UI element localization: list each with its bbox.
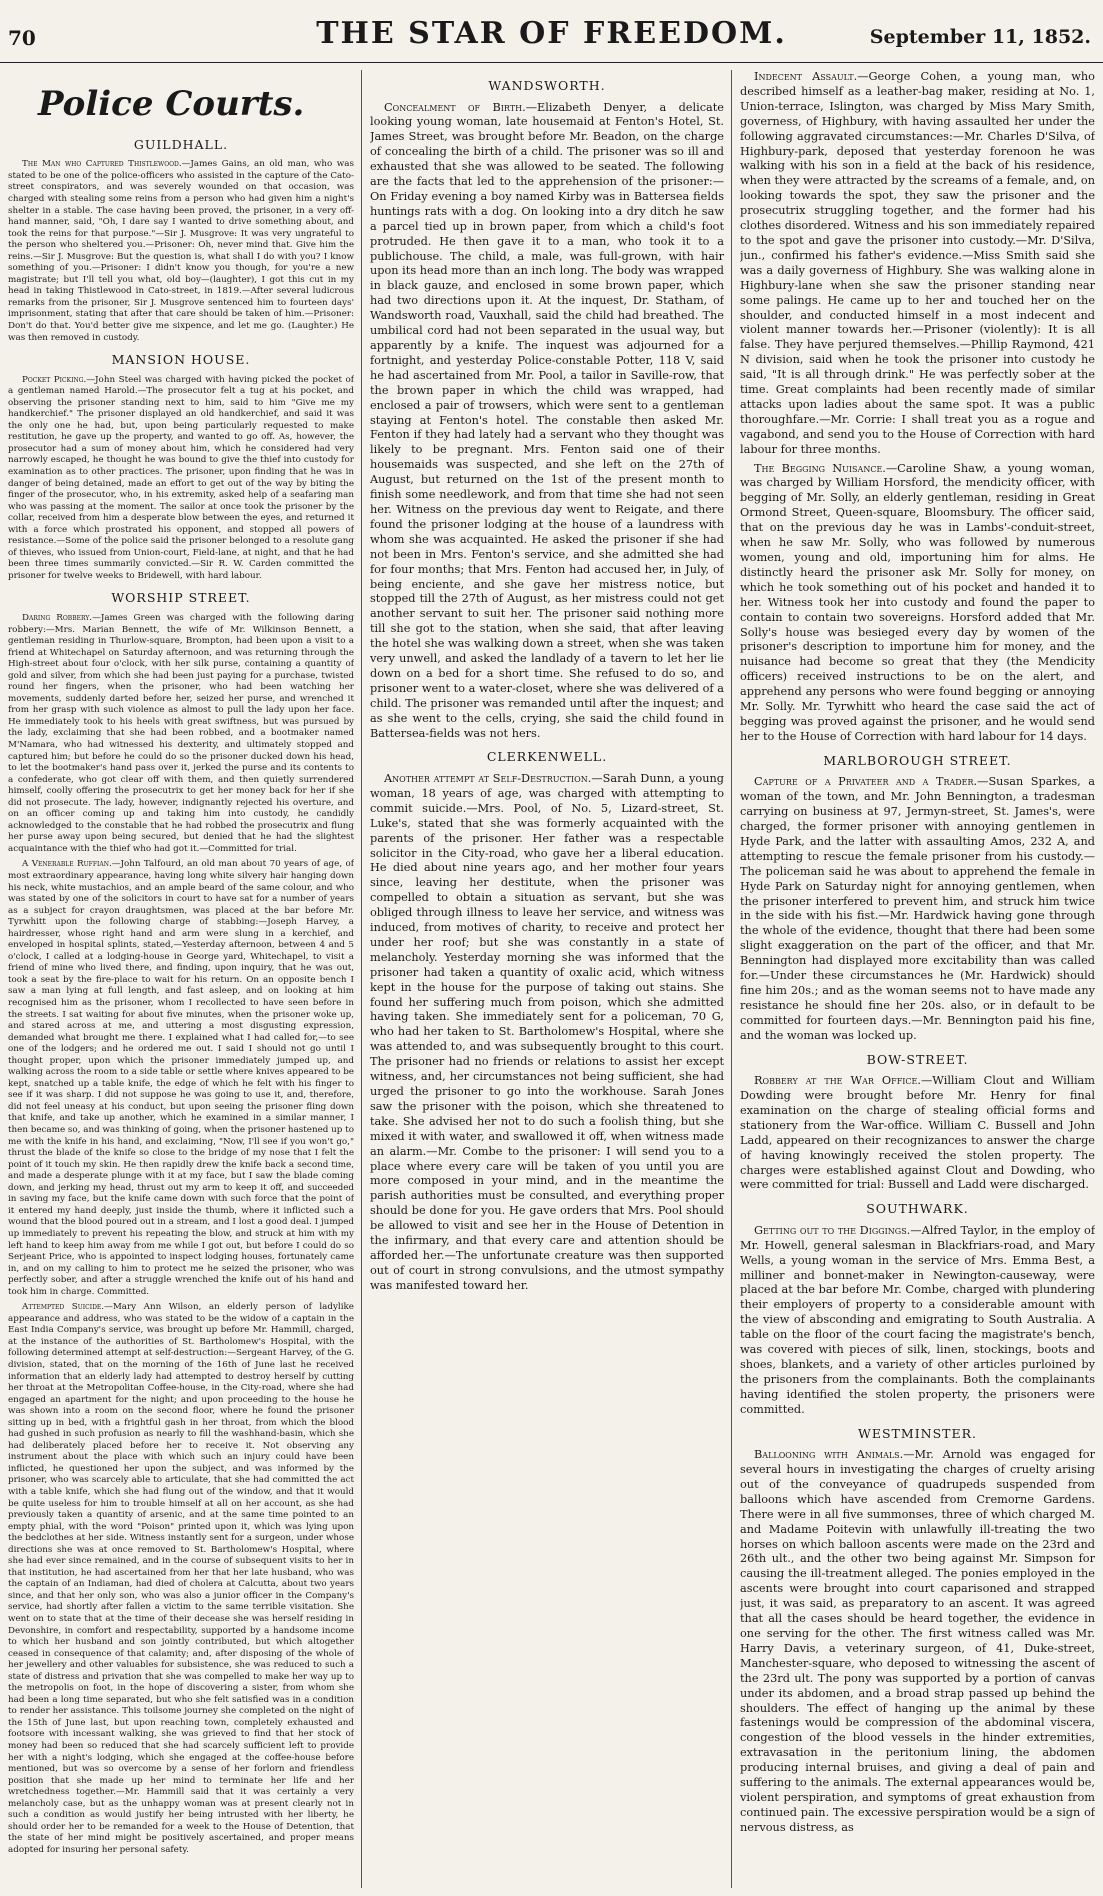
court-heading: CLERKENWELL. [486, 749, 608, 765]
court-heading: SOUTHWARK. [866, 1201, 969, 1217]
article-body: —William Clout and William Dowding were brought before Mr. Henry for final examination on the charge of stealing official forms and stationery from the War-office. William C. Bussell and John Ladd, appeared on their recognizances to answer the charge of having knowingly received the stolen property. The charges were established against Clout and Dowding, who were committed for trial: Bussell and Ladd were discharged. [740, 1074, 1095, 1192]
article-heading: Indecent Assault. [754, 70, 858, 83]
article-paragraph [8, 1302, 354, 1856]
article-body: —Mr. Arnold was engaged for several hours in investigating the charges of cruelty arising out of the conveyance of quadrupeds suspended from balloons which have ascended from Cremorne Gardens. There were in all five summonses, three of which charged M. and Madame Poitevin with unlawfully ill-treating the two horses on which balloon ascents were made on the 23rd and 26th ult., and the other two being against Mr. Simpson for causing the ill-treatment alleged. The ponies employed in the ascents were brought into court caparisoned and strapped just, it was said, as preparatory to an ascent. It was agreed that all the cases should be heard together, the evidence in one serving for the other. The first witness called was Mr. Harry Davis, a veterinary surgeon, of 41, Duke-street, Manchester-square, who deposed to witnessing the ascent of the 23rd ult. The pony was supported by a portion of canvas under its abdomen, and a broad strap passed up behind the shoulders. The effect of hanging up the animal by these fastenings would be compression of the abdominal viscera, congestion of the blood vessels in the hinder extremities, extravasation in the peritonium lining, the abdomen producing internal bruises, and giving a deal of pain and suffering to the animals. The external appearances would be, violent perspiration, and symptoms of great exhaustion from continued pain. The excessive perspiration would be a sign of nervous distress, as [740, 1448, 1095, 1834]
article-paragraph [8, 859, 354, 1298]
court-heading: WORSHIP STREET. [111, 590, 251, 606]
column-1 [8, 70, 354, 1888]
column-rule [731, 70, 732, 1888]
article-paragraph [370, 772, 724, 1294]
newspaper-title: THE STAR OF FREEDOM. [316, 16, 787, 51]
court-heading: MARLBOROUGH STREET. [823, 752, 1012, 768]
court-heading: BOW-STREET. [866, 1051, 969, 1067]
column-3 [740, 70, 1095, 1888]
article-body: —George Cohen, a young man, who described himself as a leather-bag maker, residing at No. 1, Union-terrace, Islington, was charged by Miss Mary Smith, governess, of Highbury, with having assaulted her under the following aggravated circumstances:—Mr. Charles D'Silva, of Highbury-park, deposed that yesterday forenoon he was walking with his son in a field at the back of his residence, when they were attracted by the screams of a female, and, on looking towards the spot, they saw the prisoner and the prosecutrix struggling together, and the former had his clothes disordered. Witness and his son immediately repaired to the spot and gave the prisoner into custody.—Mr. D'Silva, jun., confirmed his father's evidence.—Miss Smith said she was a daily governess of Highbury. She was walking alone in Highbury-lane when she saw the prisoner standing near some palings. He came up to her and touched her on the shoulder, and conducted himself in a most indecent and violent manner towards her.—Prisoner (violently): It is all false. They have perjured themselves.—Phillip Raymond, 421 N division, said when he took the prisoner into custody he said, "It is all through drink." He was perfectly sober at the time. Great complaints had been recently made of similar attacks upon ladies about the same spot. It was a public thoroughfare.—Mr. Corrie: I shall treat you as a rogue and vagabond, and send you to the House of Correction with hard labour for three months. [740, 70, 1095, 456]
article-heading: The Man who Captured Thistlewood. [22, 159, 182, 170]
article-heading: Another attempt at Self-Destruction. [384, 771, 592, 785]
article-body: —John Steel was charged with having picked the pocket of a gentleman named Harold.—The prosecutor felt a tug at his pocket, and observing the prisoner standing next to him, said to him "Give me my handkerchief." The prisoner displayed an old handkerchief, and said it was the only one he had, but, upon being particularly requested to make restitution, he gave up the property, and wanted to go off. As, however, the prosecutor had a sum of money about him, which he considered had very narrowly escaped, he thought he was bound to give the thief into custody for examination as to other practices. The prisoner, upon finding that he was in danger of being detained, made an effort to get out of the way by biting the finger of the prosecutor, who, in his extremity, asked help of a seafaring man who was passing at the moment. The sailor at once took the prisoner by the collar, received from him a desperate blow between the eyes, and returned it with a force which prostrated his opponent, and stopped all powers of resistance.—Some of the police said the prisoner belonged to a resolute gang of thieves, who issued from Union-court, Field-lane, at night, and that he had been three times summarily convicted.—Sir R. W. Carden committed the prisoner for twelve weeks to Bridewell, with hard labour. [8, 374, 354, 581]
court-heading: WESTMINSTER. [858, 1425, 977, 1441]
article-body: —James Gains, an old man, who was stated to be one of the police-officers who assisted in the capture of the Cato-street conspirators, and was severely wounded on that occasion, was charged with stealing some reins from a person who had given him a night's shelter in a stable. The case having been proved, the prisoner, in a very off-hand manner, said, "Oh, I dare say I wanted to drive something about, and took the reins for that purpose."—Sir J. Musgrove: It was very ungrateful to the person who sheltered you.—Prisoner: Oh, never mind that. Give him the reins.—Sir J. Musgrove: But the question is, what shall I do with you? I know something of you.—Prisoner: I didn't know you though, for you're a new magistrate; but I'll tell you what, old boy—(laughter), I got this cut in my head in taking Thistlewood in Cato-street, in 1819.—After several ludicrous remarks from the prisoner, Sir J. Musgrove sentenced him to fourteen days' imprisonment, stating that after that care should be taken of him.—Prisoner: Don't do that. You'd better give me sixpence, and let me go. (Laughter.) He was then removed in custody. [8, 159, 354, 343]
column-2 [370, 70, 724, 1888]
article-body: —Susan Sparkes, a woman of the town, and Mr. John Bennington, a tradesman carrying on business at 97, Jermyn-street, St. James's, were charged, the former prisoner with annoying gentlemen in Hyde Park, and the latter with assaulting Amos, 232 A, and attempting to rescue the female prisoner from his custody.—The policeman said he was about to apprehend the female in Hyde Park on Saturday night for annoying gentlemen, when the prisoner interfered to prevent him, and struck him twice in the side with his fist.—Mr. Hardwick having gone through the whole of the evidence, thought that there had been some slight exaggeration on the part of the officer, and that Mr. Bennington had displayed more excitability than was called for.—Under these circumstances he (Mr. Hardwick) should fine him 20s.; and as the woman seems not to have made any resistance he should fine her 20s. also, or in default to be committed for fourteen days.—Mr. Bennington paid his fine, and the woman was locked up. [740, 775, 1095, 1042]
article-heading: Capture of a Privateer and a Trader. [754, 775, 978, 789]
article-heading: Ballooning with Animals. [754, 1448, 904, 1462]
masthead [0, 0, 1103, 63]
article-heading: Robbery at the War Office. [754, 1074, 921, 1088]
article-body: —Elizabeth Denyer, a delicate looking young woman, late housemaid at Fenton's Hotel, St. James Street, was brought before Mr. Beadon, on the charge of concealing the birth of a child. The prisoner was so ill and exhausted that she was allowed to be seated. The following are the facts that led to the apprehension of the prisoner:—On Friday evening a boy named Kirby was in Battersea fields huntings rats with a dog. On looking into a dry ditch he saw a parcel tied up in brown paper, from which a child's foot protruded. He then gave it to a man, who took it to a publichouse. The child, a male, was full-grown, with hair upon its head more than an inch long. The body was wrapped in black gauze, and enclosed in some brown paper, which had two directions upon it. At the inquest, Dr. Statham, of Wandsworth road, Vauxhall, said the child had breathed. The umbilical cord had not been separated in the usual way, but apparently by a knife. The inquest was adjourned for a fortnight, and yesterday Police-constable Potter, 118 V, said he had ascertained from Mr. Pool, a tailor in Saville-row, that the brown paper in which the child was wrapped, had enclosed a pair of trowsers, which were sent to a gentleman staying at Fenton's hotel. The constable then asked Mr. Fenton if they had lately had a servant who they thought was likely to be pregnant. Mrs. Fenton said one of their housemaids was suspected, and she left on the 27th of August, but returned on the 1st of the present month to finish some needlework, and from that time she had not seen her. Witness on the previous day went to Reigate, and there found the prisoner lodging at the house of a laundress with whom she was acquainted. He asked the prisoner if she had not been in Mrs. Fenton's service, and she admitted she had for four months; that Mrs. Fenton had accused her, in July, of being enciente, and she gave her mistress notice, but stopped till the 27th of August, as her mistress could not get another servant to suit her. The prisoner said nothing more till she got to the station, when she said, that after leaving the hotel she was walking down a street, when she was taken very unwell, and asked the landlady of a tavern to let her lie down on a bed for a short time. She refused to do so, and prisoner went to a water-closet, where she was delivered of a child. The prisoner was remanded until after the inquest; and as she went to the cells, crying, she said the child found in Battersea-fields was not hers. [370, 100, 724, 740]
article-heading: Daring Robbery. [22, 612, 93, 623]
article-body: —Caroline Shaw, a young woman, was charged by William Horsford, the mendicity officer, with begging of Mr. Solly, an elderly gentleman, residing in Great Ormond Street, Queen-square, Bloomsbury. The officer said, that on the previous day he was in Lambs'-conduit-street, when he saw Mr. Solly, who was followed by numerous women, young and old, importuning him for alms. He distinctly heard the prisoner ask Mr. Solly for money, on which he took something out of his pocket and handed it to her. Witness took her into custody and found the paper to contain to contain two sovereigns. Horsford added that Mr. Solly's house was besieged every day by women of the prisoner's description to importune him for money, and the nuisance had become so great that they (the Mendicity officers) received instructions to be on the alert, and apprehend any persons who were found begging or annoying Mr. Solly. Mr. Tyrwhitt who heard the case said the act of begging was proved against the prisoner, and he would send her to the House of Correction with hard labour for 14 days. [740, 461, 1095, 743]
page-number: 70 [8, 26, 36, 50]
court-heading: MANSION HOUSE. [111, 352, 251, 368]
article-paragraph [8, 375, 354, 583]
article-body: —Mary Ann Wilson, an elderly person of ladylike appearance and address, who was stated to be the widow of a captain in the East India Company's service, was brought up before Mr. Hammill, charged, at the instance of the authorities of St. Bartholomew's Hospital, with the following determined attempt at self-destruction:—Sergeant Harvey, of the G. division, stated, that on the morning of the 16th of June last he received information that an elderly lady had attempted to destroy herself by cutting her throat at the Metropolitan Coffee-house, in the City-road, where she had engaged an apartment for the night; and upon proceeding to the house he was shown into a room on the second floor, where he found the prisoner sitting up in bed, with a frightful gash in her throat, from which the blood had gushed in such profusion as nearly to fill the washhand-basin, which she had deliberately placed before her to receive it. Not observing any instrument about the place with which such an injury could have been inflicted, he questioned her upon the subject, and was informed by the prisoner, who was scarcely able to articulate, that she had committed the act with a table knife, which she had flung out of the window, and that it would be quite useless for him to trouble himself at all on her account, as she had previously taken a quantity of arsenic, and at the same time pointed to an empty phial, with the word "Poison" printed upon it, which was lying upon the bedclothes at her side. Witness instantly sent for a surgeon, under whose directions she was at once removed to St. Bartholomew's Hospital, where she had ever since remained, and in the course of subsequent visits to her in that institution, he had ascertained from her that her late husband, who was the captain of an Indiaman, had died of cholera at Calcutta, about two years since, and that her only son, who was also a junior officer in the Company's service, had shortly after fallen a victim to the same terrible visitation. She went on to state that at the time of their decease she was herself residing in Devonshire, in comfort and respectability, supported by a handsome income to which her husband and son jointly contributed, but which altogether ceased in consequence of that calamity; and, after disposing of the whole of her jewellery and other valuables for subsistence, she was reduced to such a state of distress and privation that she was compelled to make her way up to the metropolis on foot, in the hope of discovering a sister, from whom she had been a long time separated, but who she felt satisfied was in a condition to render her assistance. This toilsome journey she completed on the night of the 15th of June last, but upon reaching town, completely exhausted and footsore with incessant walking, she was grieved to find that her stock of money had been so reduced that she had scarcely sufficient left to provide her with a night's lodging, which she engaged at the coffee-house before mentioned, but was so overcome by a sense of her forlorn and friendless position that she made up her mind to terminate her life and her wretchedness together.—Mr. Hammill said that it was certainly a very melancholy case, but as the unhappy woman was at present clearly not in such a condition as would justify her being intrusted with her liberty, he should order her to be remanded for a week to the House of Detention, that the state of her mind might be positively ascertained, and proper means adopted for insuring her personal safety. [8, 1302, 354, 1855]
article-heading: The Begging Nuisance. [754, 461, 886, 475]
court-heading: WANDSWORTH. [488, 78, 606, 93]
article-body: —James Green was charged with the following daring robbery:—Mrs. Marian Bennett, the wife of Mr. Wilkinson Bennett, a gentleman residing in Thurlow-square, Brompton, had been upon a visit to a friend at Whitechapel on Saturday afternoon, and was returning through the High-street about four o'clock, with her silk purse, containing a quantity of gold and silver, from which she had been just paying for a purchase, twisted round her fingers, when the prisoner, who had been watching her movements, suddenly darted before her, seized her purse, and wrenched it from her grasp with such violence as almost to pull the lady upon her face. He immediately took to his heels with great swiftness, but was pursued by the lady, exclaiming that she had been robbed, and a bootmaker named M'Namara, who had witnessed his dexterity, and ultimately stopped and captured him; but before he could do so the prisoner ducked down his head, to let the bootmaker's hand pass over it, jerked the purse and its contents to a confederate, who got clear off with them, and then quietly surrendered himself, coolly offering the prosecutrix to get her money back for her if she did not prosecute. The lady, however, indignantly rejected his overture, and on an officer coming up and taking him into custody, he candidly acknowledged to the constable that he had robbed the prosecutrix and flung her purse away upon being secured, but denied that he had the slightest acquaintance with the thief who had got it.—Committed for trial. [8, 612, 354, 854]
article-heading: A Venerable Ruffian. [22, 859, 112, 870]
article-paragraph [740, 462, 1095, 745]
issue-date: September 11, 1852. [869, 26, 1091, 48]
article-heading: Concealment of Birth. [384, 100, 526, 114]
column-rule [361, 70, 362, 1888]
article-heading: Pocket Picking. [22, 374, 87, 385]
article-paragraph [8, 159, 354, 344]
article-body: —Alfred Taylor, in the employ of Mr. Howell, general salesman in Blackfriars-road, and Mary Wells, a young woman in the service of Mrs. Emma Best, a milliner and bonnet-maker in Newington-causeway, were placed at the bar before Mr. Combe, charged with plundering their employers of property to a considerable amount with the view of absconding and emigrating to South Australia. A table on the floor of the court facing the magistrate's bench, was covered with pieces of silk, linen, stockings, boots and shoes, blankets, and a variety of other articles purloined by the prisoners from the complainants. Both the complainants having identified the stolen property, the prisoners were committed. [740, 1223, 1095, 1416]
article-columns [0, 70, 1103, 1890]
article-heading: Attempted Suicide. [22, 1302, 105, 1313]
article-paragraph [8, 613, 354, 855]
article-paragraph [740, 1074, 1095, 1193]
article-heading: Getting out to the Diggings. [754, 1223, 911, 1237]
article-body: —Sarah Dunn, a young woman, 18 years of age, was charged with attempting to commit suicide.—Mrs. Pool, of No. 5, Lizard-street, St. Luke's, stated that she was formerly acquainted with the parents of the prisoner. Her father was a respectable solicitor in the City-road, who gave her a liberal education. He died about nine years ago, and her mother four years since, leaving her destitute, when the prisoner was compelled to obtain a situation as servant, but she was obliged through illness to leave her service, and witness was induced, from motives of charity, to receive and protect her under her roof; but she was constantly in a state of melancholy. Yesterday morning she was informed that the prisoner had taken a quantity of oxalic acid, which witness kept in the house for the purpose of taking out stains. She found her suffering much from poison, which she admitted having taken. She immediately sent for a policeman, 70 G, who had her taken to St. Bartholomew's Hospital, where she was attended to, and was subsequently brought to this court. The prisoner had no friends or relations to assist her except witness, and, her circumstances not being sufficient, she had urged the prisoner to go into the workhouse. Sarah Jones saw the prisoner with the poison, which she threatened to take. She advised her not to do such a foolish thing, but she mixed it with water, and swallowed it off, when witness made an alarm.—Mr. Combe to the prisoner: I will send you to a place where every care will be taken of you until you are more composed in your mind, and in the meantime the parish authorities must be consulted, and everything proper should be done for you. He gave orders that Mrs. Pool should be allowed to visit and see her in the House of Detention in the infirmary, and that every care and attention should be afforded her.—The unfortunate creature was then supported out of court in strong convulsions, and the utmost sympathy was manifested toward her. [370, 771, 724, 1292]
article-paragraph [740, 1224, 1095, 1418]
section-banner: Police Courts. [38, 84, 305, 124]
article-paragraph [740, 775, 1095, 1043]
article-body: —John Talfourd, an old man about 70 years of age, of most extraordinary appearance, having long white silvery hair hanging down his neck, white mustachios, and an ample beard of the same colour, and who was stated by one of the solicitors in court to have sat for a number of years as a subject for crayon draughtsmen, was placed at the bar before Mr. Tyrwhitt upon the following charge of stabbing:—Joseph Harvey, a hairdresser, whose right hand and arm were slung in a kerchief, and enveloped in hospital splints, stated,—Yesterday afternoon, between 4 and 5 o'clock, I called at a lodging-house in George yard, Whitechapel, to visit a friend of mine who lived there, and finding, upon inquiry, that he was out, took a seat by the fire-place to wait for his return. On an opposite bench I saw a man lying at full length, and fast asleep, and on looking at him recognised him as the prisoner, whom I recollected to have seen before in the streets. I sat waiting for about five minutes, when the prisoner woke up, and stared across at me, and uttering a most disgusting expression, demanded what brought me there. I explained what I had called for,—to see one of the lodgers; and he ordered me out. I said I should not go until I thought proper, upon which the prisoner immediately jumped up, and walking across the room to a side table or settle where knives appeared to be kept, snatched up a table knife, the edge of which he felt with his finger to see if it was sharp. I did not suppose he was going to use it, and, therefore, did not feel uneasy at his conduct, but upon seeing the prisoner fling down that knife, and take up another, which he examined in a similar manner, I then became so, and was thinking of going, when the prisoner hastened up to me with the knife in his hand, and exclaiming, "Now, I'll see if you won't go," thrust the blade of the knife so close to the bridge of my nose that I felt the point of it touch my skin. He then rapidly drew the knife back a second time, and made a desperate plunge with it at my face, but I saw the blade coming down, and jerking my head, thrust out my arm to keep it off, and succeeded in saving my face, but the knife came down with such force that the point of it entered my hand deeply, just inside the thumb, where it inflicted such a wound that the blood poured out in a stream, and I lost a good deal. I jumped up immediately to prevent his repeating the blow, and struck at him with my left hand to keep him away from me while I got out, but before I could do so Serjeant Price, who is appointed to inspect lodging houses, fortunately came in, and on my calling to him to protect me he seized the prisoner, who was perfectly sober, and after a struggle wrenched the knife out of his hand and took him in charge. Committed. [8, 859, 354, 1297]
article-paragraph [740, 70, 1095, 458]
article-paragraph [740, 1448, 1095, 1836]
article-paragraph [370, 101, 724, 742]
court-heading: GUILDHALL. [133, 136, 229, 152]
